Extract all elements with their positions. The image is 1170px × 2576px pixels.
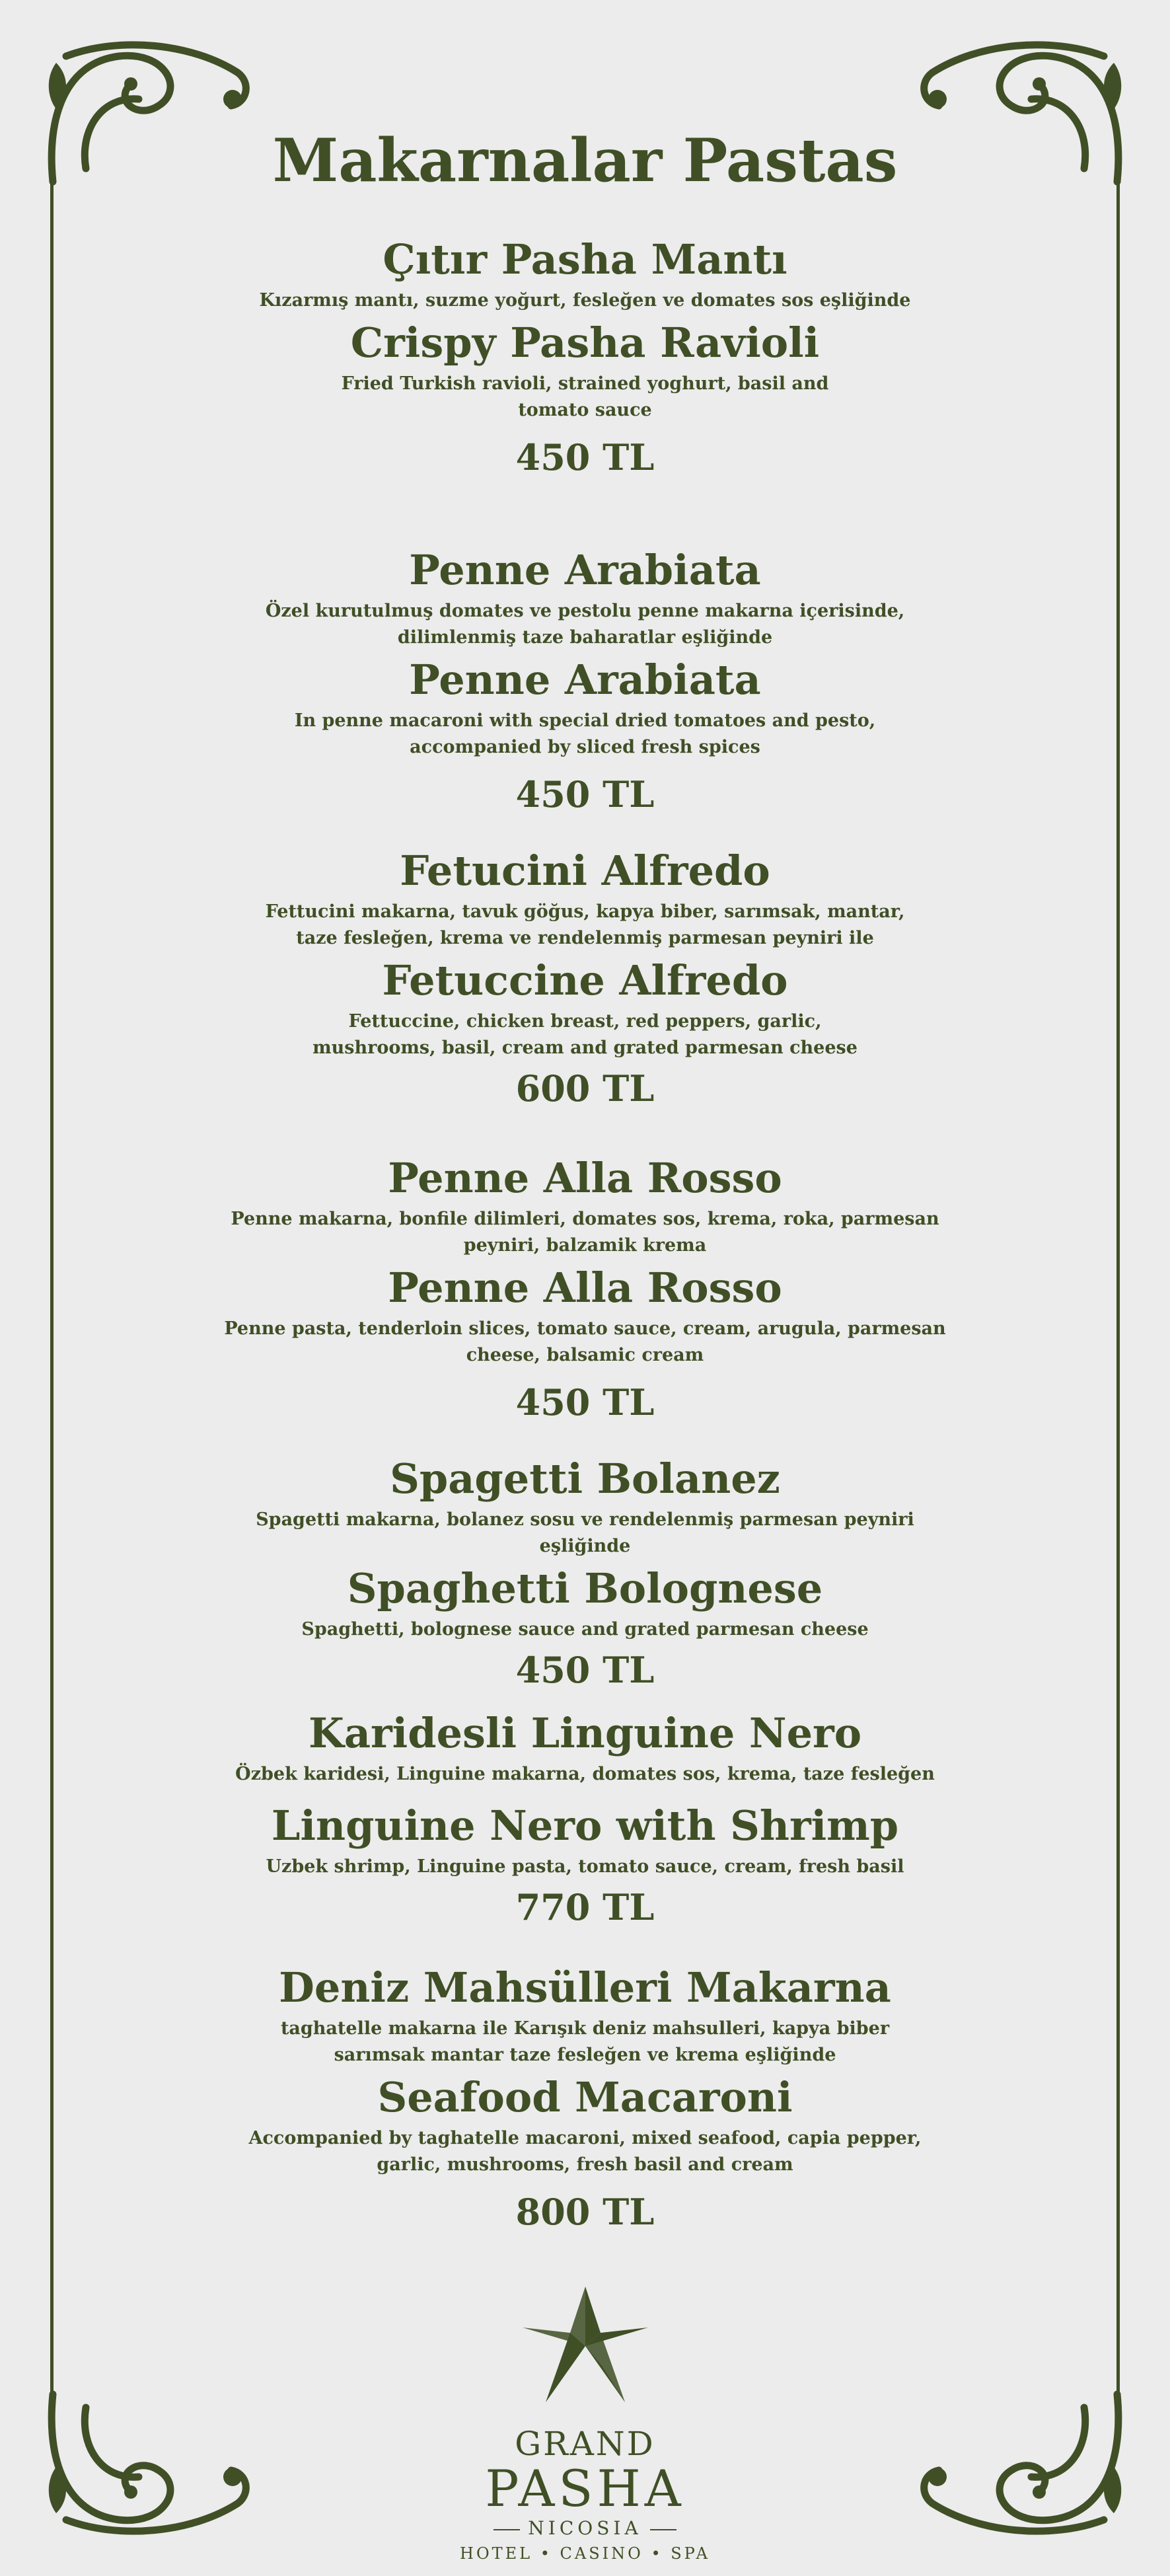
- item-description-tr: Kızarmış mantı, suzme yoğurt, fesleğen ve domates sos eşliğinde: [259, 290, 911, 311]
- item-price: 600 TL: [515, 1067, 655, 1110]
- item-price: 450 TL: [515, 436, 655, 478]
- frame-left-line: [50, 165, 54, 2425]
- item-name-en: Penne Arabiata: [409, 656, 761, 704]
- item-description-tr: Özbek karidesi, Linguine makarna, domates sos, krema, taze fesleğen: [235, 1764, 935, 1784]
- item-name-en: Spaghetti Bolognese: [347, 1564, 823, 1612]
- menu-item: [198, 1153, 972, 1425]
- item-description-tr: Fettucini makarna, tavuk göğus, kapya biber, sarımsak, mantar, taze fesleğen, krema ve rendelenmiş parmesan peyniri ile: [265, 901, 905, 948]
- item-description-en: Spaghetti, bolognese sauce and grated parmesan cheese: [301, 1619, 869, 1640]
- logo-pasha-text: PASHA: [485, 2459, 685, 2518]
- item-description-tr: Penne makarna, bonfile dilimleri, domates sos, krema, roka, parmesan peyniri, balzamik krema: [231, 1209, 939, 1256]
- menu-item: [198, 235, 972, 480]
- item-price: 770 TL: [515, 1886, 655, 1928]
- logo-rule-left: [494, 2529, 520, 2530]
- menu-item: [198, 545, 972, 817]
- logo-rule-right: [650, 2529, 676, 2530]
- item-name-tr: Karidesli Linguine Nero: [308, 1709, 862, 1757]
- item-name-en: Fetuccine Alfredo: [382, 956, 788, 1004]
- item-description-tr: Özel kurutulmuş domates ve pestolu penne makarna içerisinde, dilimlenmiş taze baharatlar eşliğinde: [265, 601, 905, 648]
- menu-item: [198, 846, 972, 1112]
- item-price: 450 TL: [515, 1381, 655, 1423]
- item-name-tr: Çıtır Pasha Mantı: [383, 235, 787, 284]
- item-name-tr: Penne Arabiata: [409, 546, 761, 594]
- item-description-en: In penne macaroni with special dried tomatoes and pesto, accompanied by sliced fresh spices: [294, 710, 876, 757]
- item-price: 450 TL: [515, 1649, 655, 1691]
- item-name-en: Linguine Nero with Shrimp: [271, 1801, 899, 1850]
- logo-grand-text: GRAND: [515, 2425, 655, 2463]
- item-name-en: Crispy Pasha Ravioli: [350, 319, 820, 367]
- item-name-tr: Spagetti Bolanez: [390, 1455, 780, 1503]
- logo-tagline: HOTEL • CASINO • SPA: [460, 2544, 710, 2563]
- menu-item: [198, 1708, 972, 1930]
- item-description-en: Penne pasta, tenderloin slices, tomato sauce, cream, arugula, parmesan cheese, balsamic cream: [224, 1318, 946, 1365]
- logo-nicosia-text: NICOSIA: [528, 2517, 642, 2539]
- star-icon: [523, 2287, 648, 2406]
- item-name-tr: Fetucini Alfredo: [400, 847, 770, 895]
- grand-pasha-logo: [0, 2287, 1170, 2565]
- frame-right-line: [1116, 165, 1120, 2425]
- item-price: 800 TL: [515, 2191, 655, 2233]
- item-description-tr: taghatelle makarna ile Karışık deniz mahsulleri, kapya biber sarımsak mantar taze fesleğen ve krema eşliğinde: [280, 2018, 890, 2065]
- item-price: 450 TL: [515, 773, 655, 815]
- item-name-tr: Penne Alla Rosso: [388, 1154, 782, 1202]
- logo-nicosia-line: [0, 2515, 1170, 2542]
- item-description-en: Fried Turkish ravioli, strained yoghurt, basil and tomato sauce: [341, 373, 829, 420]
- page-title: Makarnalar Pastas: [272, 126, 898, 196]
- item-name-en: Seafood Macaroni: [377, 2073, 793, 2121]
- item-description-en: Fettuccine, chicken breast, red peppers, garlic, mushrooms, basil, cream and grated parmesan cheese: [312, 1011, 858, 1058]
- item-name-tr: Deniz Mahsülleri Makarna: [279, 1963, 891, 2012]
- item-name-en: Penne Alla Rosso: [388, 1264, 782, 1312]
- item-description-en: Uzbek shrimp, Linguine pasta, tomato sauce, cream, fresh basil: [266, 1856, 904, 1877]
- menu-item: [198, 1454, 972, 1693]
- item-description-en: Accompanied by taghatelle macaroni, mixed seafood, capia pepper, garlic, mushrooms, fresh basil and cream: [248, 2128, 922, 2175]
- item-description-tr: Spagetti makarna, bolanez sosu ve rendelenmiş parmesan peyniri eşliğinde: [256, 1509, 914, 1556]
- menu-item: [198, 1963, 972, 2235]
